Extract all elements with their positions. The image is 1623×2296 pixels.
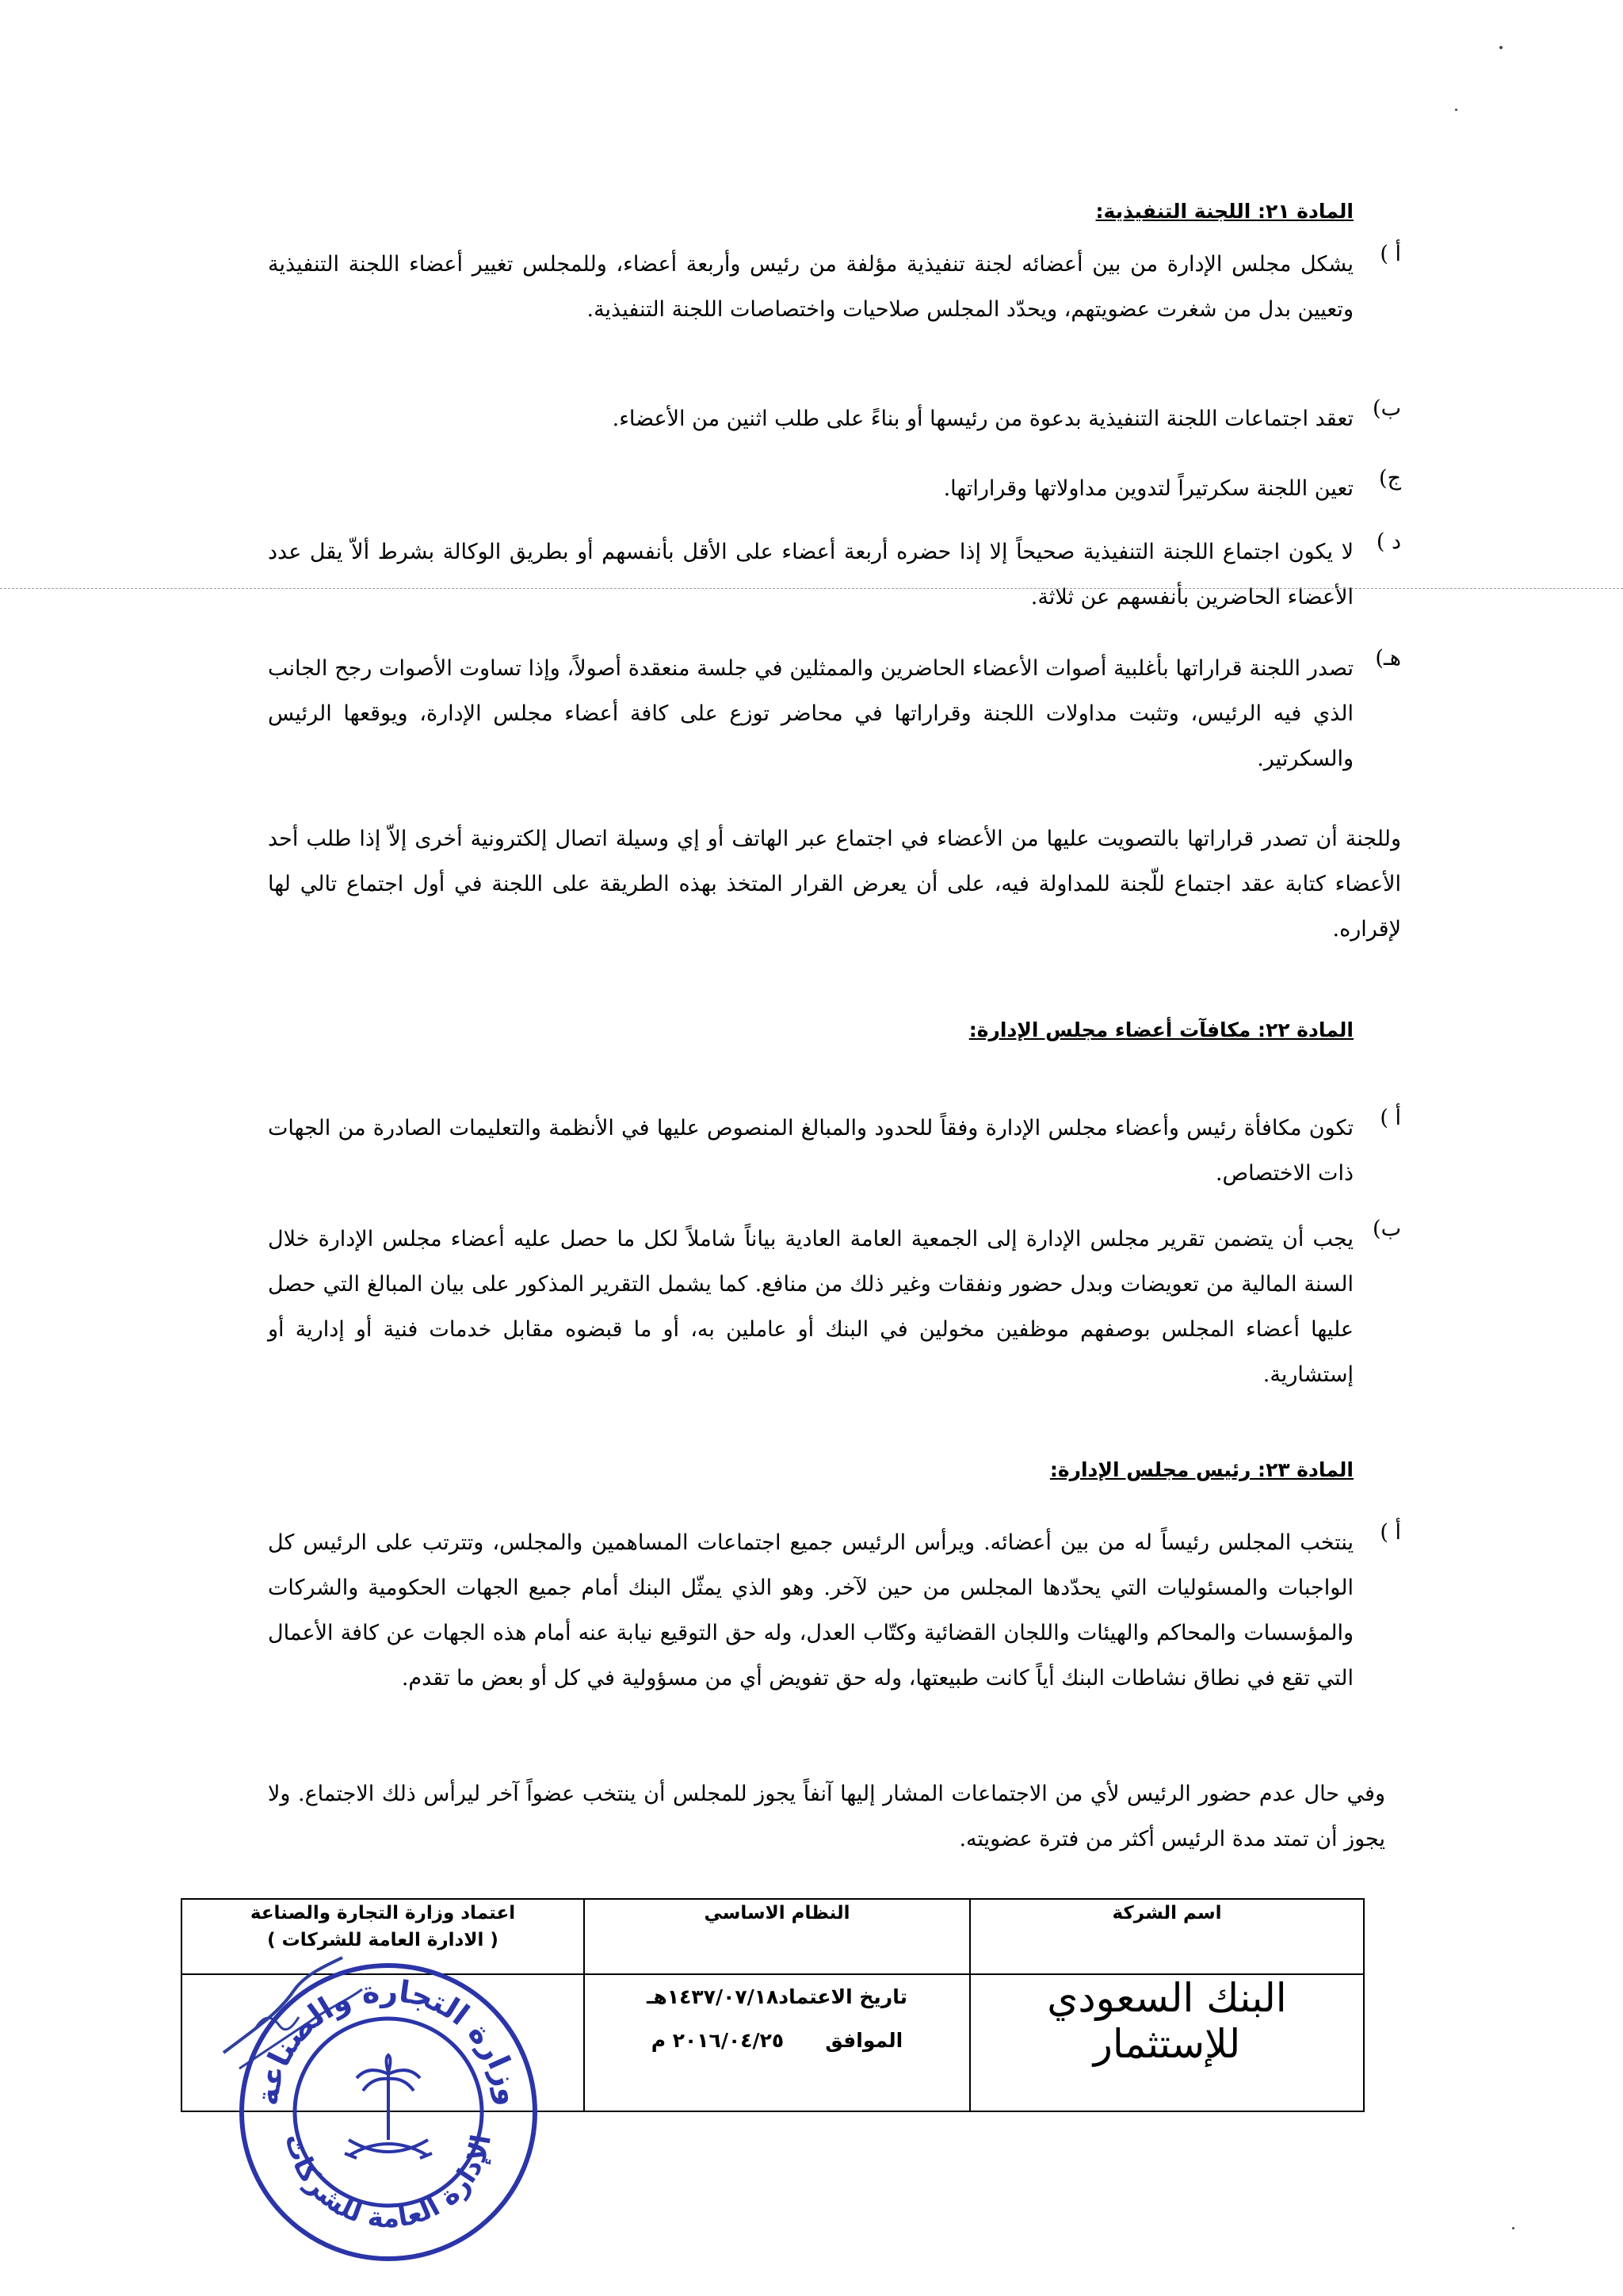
approval-column-label: اعتماد وزارة التجارة والصناعة [250,1903,516,1924]
article-21-item-c: تعين اللجنة سكرتيراً لتدوين مداولاتها وقراراتها. [943,476,1354,501]
ministry-stamp [230,1954,547,2271]
item-marker: أ ) [1380,1106,1401,1130]
scan-speck [1512,2227,1514,2229]
system-column-header [584,1899,970,1974]
corresponding-row [585,2019,969,2062]
system-column-label: النظام الاساسي [704,1903,850,1924]
article-22-item-b: يجب أن يتضمن تقرير مجلس الإدارة إلى الجمعية العامة العادية بياناً شاملاً لكل ما حصل عليه أعضاء مجلس الإدارة خلال السنة المالية من تعويضات وبدل حضور ونفقات وغير ذلك من منافع. كما يشمل التقرير المذكور على بيان المبالغ التي حصل عليها أعضاء المجلس بوصفهم موظفين مخولين في البنك أو عاملين به، أو ما قبضوه مقابل خدمات فنية أو إدارية أو إستشارية. [268,1227,1354,1387]
approval-date: تاريخ الاعتماد١٤٣٧/٠٧/١٨هـ [647,1985,907,2008]
scan-speck [1455,109,1457,111]
scan-speck [1499,46,1503,49]
article-21-item-a: يشكل مجلس الإدارة من بين أعضائه لجنة تنفيذية مؤلفة من رئيس وأربعة أعضاء، وللمجلس تغيير أعضاء اللجنة التنفيذية وتعيين بدل من شغرت عضويتهم، ويحدّد المجلس صلاحيات واختصاصات اللجنة التنفيذية. [268,252,1354,322]
scan-divider-line [0,588,1623,589]
article-23-closing: وفي حال عدم حضور الرئيس لأي من الاجتماعات المشار إليها آنفاً يجوز للمجلس أن ينتخب عضواً آخر ليرأس ذلك الاجتماع. ولا يجوز أن تمتد مدة الرئيس أكثر من فترة عضويته. [268,1782,1385,1851]
article-21-item-d: لا يكون اجتماع اللجنة التنفيذية صحيحاً إلا إذا حضره أربعة أعضاء على الأقل بأنفسهم أو بطريق الوكالة بشرط ألاّ يقل عدد الأعضاء الحاضرين بأنفسهم عن ثلاثة. [268,540,1354,609]
palm-swords-emblem [345,2055,432,2158]
corresponding-label: الموافق [825,2029,903,2052]
item-marker: د ) [1376,529,1401,554]
company-name-cell [970,1974,1364,2111]
company-column-label: اسم الشركة [1112,1903,1222,1924]
article-23-heading: المادة ٢٣: رئيس مجلس الإدارة: [1049,1458,1354,1481]
company-column-header [970,1899,1364,1974]
company-name: البنك السعودي للإستثمار [1047,1975,1287,2067]
item-marker: هـ) [1375,646,1401,670]
item-marker: ج) [1379,466,1401,491]
dates-cell [584,1974,970,2111]
item-marker: أ ) [1380,242,1401,266]
approval-column-sublabel: ( الادارة العامة للشركات ) [267,1930,498,1950]
article-21-closing: وللجنة أن تصدر قراراتها بالتصويت عليها من الأعضاء في اجتماع عبر الهاتف أو إي وسيلة اتصال إلكترونية أخرى إلاّ إذا طلب أحد الأعضاء كتابة عقد اجتماع للّجنة للمداولة فيه، على أن يعرض القرار المتخذ بهذه الطريقة على اللجنة في أول اجتماع تالي لها لإقراره. [268,827,1401,942]
item-marker: ب) [1373,396,1401,421]
article-21-item-b: تعقد اجتماعات اللجنة التنفيذية بدعوة من رئيسها أو بناءً على طلب اثنين من الأعضاء. [612,407,1354,431]
stamp-bottom-text: الإدارة العامة للشركات [278,2130,498,2235]
item-marker: أ ) [1380,1520,1401,1545]
corresponding-date: ٢٠١٦/٠٤/٢٥ م [651,2029,785,2052]
stamp-top-text: وزارة التجارة والصناعة [250,1973,527,2108]
item-marker: ب) [1373,1217,1401,1241]
article-23-item-a: ينتخب المجلس رئيساً له من بين أعضائه. ويرأس الرئيس جميع اجتماعات المساهمين والمجلس، وتترتب على الرئيس كل الواجبات والمسئوليات التي يحدّدها المجلس من حين لآخر. وهو الذي يمثّل البنك أمام جميع الجهات الحكومية والشركات والمؤسسات والمحاكم والهيئات واللجان القضائية وكتّاب العدل، وله حق التوقيع نيابة عنه أمام هذه الجهات عن كافة الأعمال التي تقع في نطاق نشاطات البنك أياً كانت طبيعتها، وله حق تفويض أي من مسؤولية في كل أو بعض ما تقدم. [268,1530,1354,1690]
article-22-heading: المادة ٢٢: مكافآت أعضاء مجلس الإدارة: [968,1018,1354,1041]
article-21-item-e: تصدر اللجنة قراراتها بأغلبية أصوات الأعضاء الحاضرين والممثلين في جلسة منعقدة أصولاً، وإذا تساوت الأصوات رجح الجانب الذي فيه الرئيس، وتثبت مداولات اللجنة وقراراتها في محاضر توزع على كافة أعضاء مجلس الإدارة، ويوقعها الرئيس والسكرتير. [268,656,1354,771]
article-22-item-a: تكون مكافأة رئيس وأعضاء مجلس الإدارة وفقاً للحدود والمبالغ المنصوص عليها في الأنظمة والتعليمات الصادرة من الجهات ذات الاختصاص. [268,1116,1354,1186]
article-21-heading: المادة ٢١: اللجنة التنفيذية: [1095,200,1354,223]
